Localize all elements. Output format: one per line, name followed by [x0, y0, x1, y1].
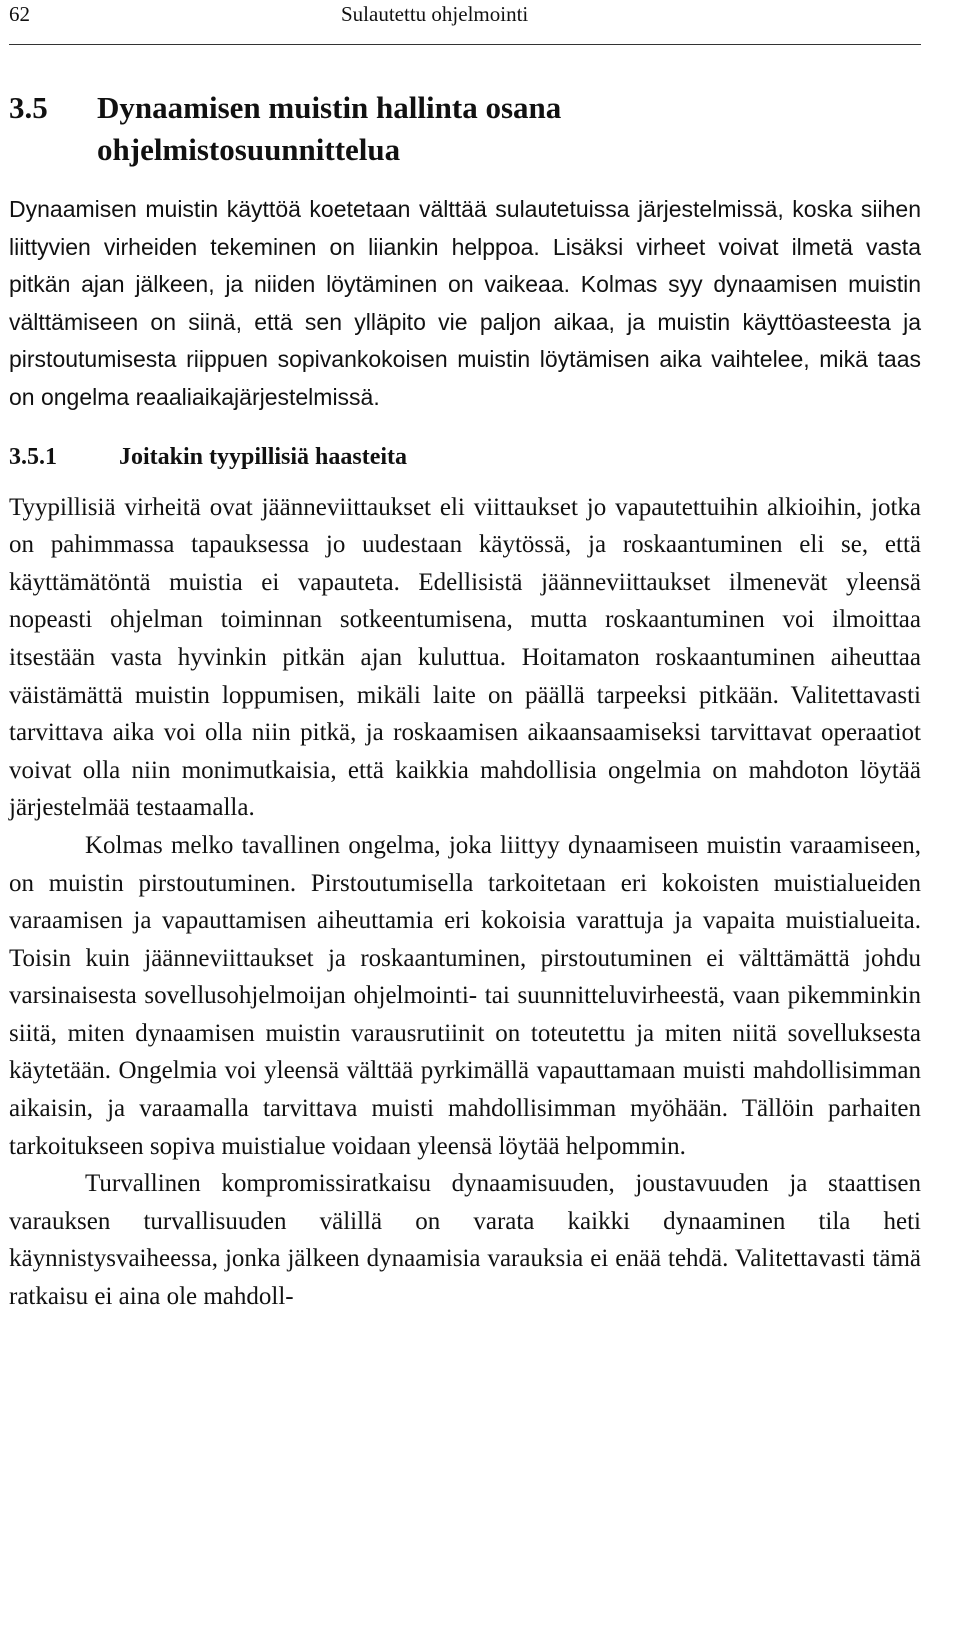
- intro-paragraph: Dynaamisen muistin käyttöä koetetaan välttää sulautetuissa järjestelmissä, koska siihen liittyvien virheiden tekeminen on liiankin helppoa. Lisäksi virheet voivat ilmetä vasta pitkän ajan jälkeen, ja niiden löytäminen on vaikeaa. Kolmas syy dynaamisen muistin välttämiseen on siinä, että sen ylläpito vie paljon aikaa, ja muistin käyttöasteesta ja pirstoutumisesta riippuen sopivankokoisen muistin löytämisen aika vaihtelee, mikä taas on ongelma reaaliaikajärjestelmissä.: [9, 196, 921, 410]
- header-rule: [9, 44, 921, 45]
- subsection-number: 3.5.1: [9, 443, 57, 470]
- running-header: [9, 0, 921, 50]
- document-page: [9, 0, 921, 1316]
- subsection-title: Joitakin tyypillisiä haasteita: [119, 443, 408, 470]
- running-title: Sulautettu ohjelmointi: [341, 2, 529, 26]
- body-paragraph-3: Turvallinen kompromissiratkaisu dynaamisuuden, joustavuuden ja staattisen varauksen turvallisuuden välillä on varata kaikki dynaaminen tila heti käynnistysvaiheessa, jonka jälkeen dynaamisia varauksia ei enää tehdä. Valitettavasti tämä ratkaisu ei aina ole mahdoll-: [9, 1170, 921, 1311]
- section-number: 3.5: [9, 90, 48, 125]
- subsection-heading: [9, 439, 921, 475]
- section-title: Dynaamisen muistin hallinta osana ohjelmistosuunnittelua: [97, 90, 562, 167]
- body-paragraph-2: Kolmas melko tavallinen ongelma, joka liittyy dynaamiseen muistin varaamiseen, on muistin pirstoutuminen. Pirstoutumisella tarkoitetaan eri kokoisten muistialueiden varaamisen ja vapauttamisen aiheuttamia eri kokoisia varattuja ja vapaita muistialueita. Toisin kuin jäänneviittaukset ja roskaantuminen, pirstoutuminen ei välttämättä johdu varsinaisesta sovellusohjelmoijan ohjelmointi- tai suunnitteluvirheestä, vaan pikemminkin siitä, miten dynaamisen muistin varausrutiinit on toteutettu ja miten niitä sovelluksesta käytetään. Ongelmia voi yleensä välttää pyrkimällä vapauttamaan muisti mahdollisimman aikaisin, ja varaamalla tarvittava muisti mahdollisimman myöhään. Tällöin parhaiten tarkoitukseen sopiva muistialue voidaan yleensä löytää helpommin.: [9, 831, 921, 1160]
- section-heading: [9, 87, 921, 171]
- page-number: 62: [9, 2, 30, 26]
- body-paragraph-1: Tyypillisiä virheitä ovat jäänneviittaukset eli viittaukset jo vapautettuihin alkioihin, jotka on pahimmassa tapauksessa jo uudestaan käytössä, ja roskaantuminen eli se, että käyttämätöntä muistia ei vapauteta. Edellisistä jäänneviittaukset ilmenevät yleensä nopeasti ohjelman toiminnan sotkeentumisena, mutta roskaantuminen voi ilmoittaa itsestään vasta hyvinkin pitkän ajan kuluttua. Hoitamaton roskaantuminen aiheuttaa väistämättä muistin loppumisen, mikäli laite on päällä tarpeeksi pitkään. Valitettavasti tarvittava aika voi olla niin pitkä, ja roskaamisen aikaansaamiseksi tarvittavat operaatiot voivat olla niin monimutkaisia, että kaikkia mahdollisia ongelmia on mahdoton löytää järjestelmää testaamalla.: [9, 493, 921, 822]
